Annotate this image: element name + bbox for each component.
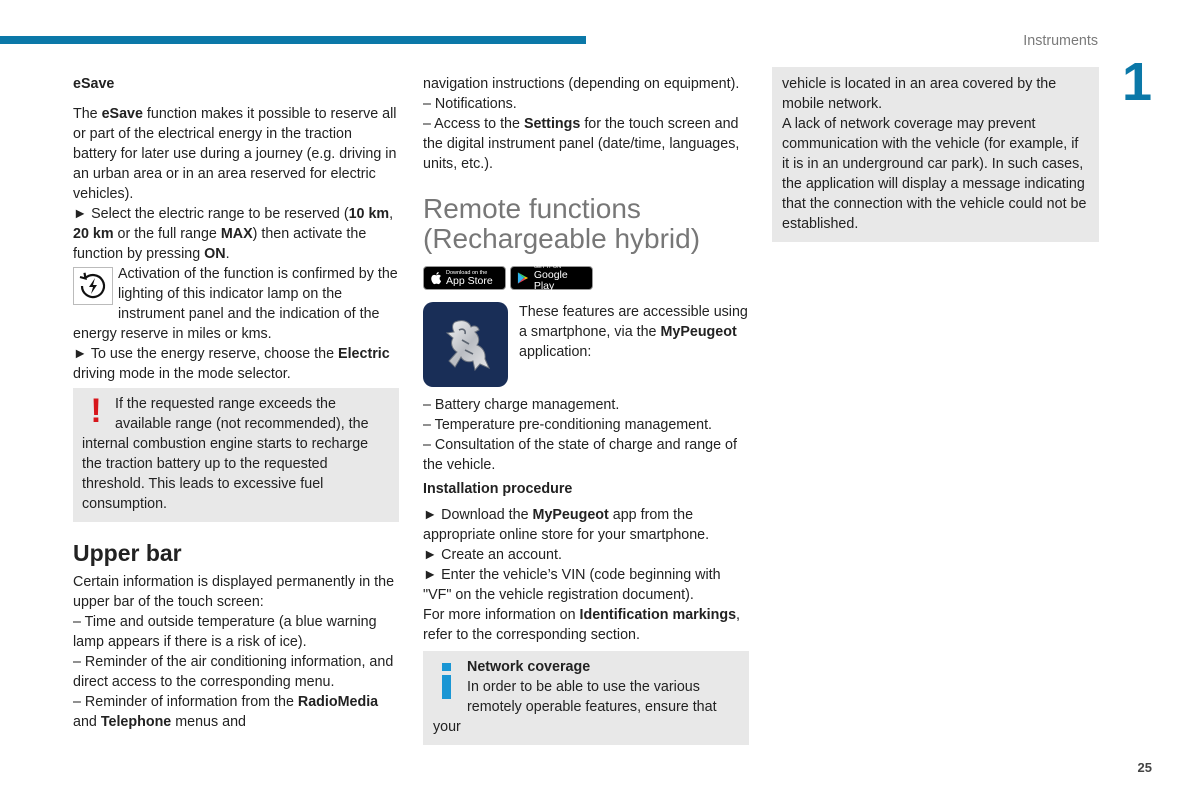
network-text: In order to be able to use the various remotely operable features, ensure that your [433, 679, 717, 735]
google-play-icon [517, 271, 529, 285]
list-item: – Time and outside temperature (a blue warning lamp appears if there is a risk of ice). [73, 614, 377, 650]
app-store-badge[interactable]: Download on the App Store [423, 266, 506, 290]
upper-bar-intro: Certain information is displayed permanently in the upper bar of the touch screen: [73, 574, 395, 610]
warning-icon: ! [90, 392, 102, 430]
chapter-number: 1 [1122, 52, 1153, 112]
esave-step-select: ► Select the electric range to be reserved (10 km, 20 km or the full range MAX) then activate the function by pressing ON. [73, 206, 394, 262]
cross-reference: For more information on Identification markings, refer to the corresponding section. [423, 607, 741, 643]
indicator-paragraph: Activation of the function is confirmed by the lighting of this indicator lamp on the instrument panel and the indication of the energy reserve in miles or kms. [73, 266, 398, 342]
column-left [73, 74, 399, 732]
app-intro-text: These features are accessible using a smartphone, via the MyPeugeot application: [519, 304, 748, 360]
list-item: – Notifications. [423, 96, 517, 112]
install-step: ► Enter the vehicle’s VIN (code beginning with "VF" on the vehicle registration document). [423, 567, 721, 603]
esave-description: The eSave function makes it possible to reserve all or part of the electrical energy in the traction battery for later use during a journey (e.g. driving in an urban area or in an area reserved for electric vehicles). [73, 106, 397, 202]
network-text-continued: vehicle is located in an area covered by the mobile network. [782, 76, 1057, 112]
installation-heading: Installation procedure [423, 481, 573, 497]
section-title: Instruments [1023, 33, 1098, 49]
esave-heading: eSave [73, 76, 115, 92]
network-info-box [423, 651, 749, 745]
upper-bar-heading: Upper bar [73, 540, 182, 566]
column-right [772, 67, 1099, 242]
store-badges [423, 266, 749, 290]
network-text-detail: A lack of network coverage may prevent communication with the vehicle (for example, if it is in an underground car park). In such cases, the application will display a message indicating that the connection with the vehicle could not be established. [782, 116, 1087, 232]
list-item: – Access to the Settings for the touch screen and the digital instrument panel (date/time, languages, units, etc.). [423, 116, 740, 172]
esave-step-use: ► To use the energy reserve, choose the Electric driving mode in the mode selector. [73, 346, 390, 382]
info-icon [436, 663, 458, 699]
warning-box [73, 388, 399, 522]
list-item: – Battery charge management. [423, 397, 620, 413]
header-accent-bar [0, 36, 586, 44]
install-step: ► Download the MyPeugeot app from the appropriate online store for your smartphone. [423, 507, 710, 543]
network-info-box-continued [772, 67, 1099, 242]
list-item: – Temperature pre-conditioning management. [423, 417, 713, 433]
list-item: – Consultation of the state of charge and range of the vehicle. [423, 437, 737, 473]
peugeot-lion-icon [423, 302, 508, 387]
apple-icon [430, 271, 442, 285]
list-item: – Reminder of information from the RadioMedia and Telephone menus and [73, 694, 379, 730]
esave-indicator-icon [73, 267, 113, 305]
install-step: ► Create an account. [423, 547, 562, 563]
network-heading: Network coverage [467, 659, 591, 675]
app-intro [423, 302, 749, 395]
page-number: 25 [1137, 760, 1152, 775]
warning-text: If the requested range exceeds the available range (not recommended), the internal combustion engine starts to recharge the traction battery up to the requested threshold. This leads to excessive fuel consumption. [82, 396, 369, 512]
remote-functions-heading: Remote functions (Rechargeable hybrid) [423, 193, 701, 254]
column-middle [423, 74, 749, 745]
google-play-badge[interactable]: GET IT ON Google Play [510, 266, 593, 290]
continuation-text: navigation instructions (depending on equipment). [423, 76, 740, 92]
list-item: – Reminder of the air conditioning information, and direct access to the corresponding menu. [73, 654, 394, 690]
